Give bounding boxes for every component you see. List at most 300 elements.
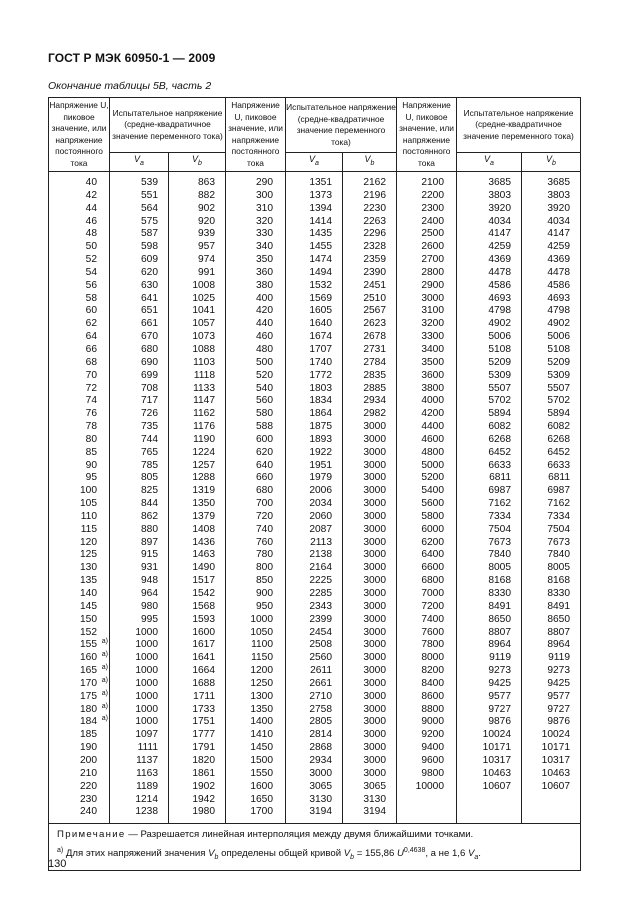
group1-vb-cell: 1103 [193,356,215,368]
group1-u-cell: 200 [80,754,97,766]
group1-vb-cell: 1408 [192,523,215,535]
group2-va-cell: 2661 [309,677,332,689]
group2-u-cell: 400 [256,292,273,304]
group1-va-cell: 708 [141,382,158,394]
group2-va-cell: 3130 [309,793,332,805]
group1-vb-cell: 1041 [192,305,215,317]
group1-u-cell: 48 [85,228,97,240]
group1-u-cell: 125 [80,549,97,561]
group2-vb-cell: 3000 [363,562,386,574]
group2-va-cell: 1351 [309,177,332,188]
group3-va-cell: 9876 [488,716,511,728]
group1-vb-cell: 1593 [192,613,215,625]
group1-va-cell: 587 [141,228,158,240]
group3-u-cell: 2300 [421,202,444,214]
g3-vb-column [522,172,581,824]
group1-va-cell: 744 [141,433,158,445]
group1-u-cell: 66 [85,343,97,355]
group1-va-cell: 690 [141,356,158,368]
group3-vb-cell: 9577 [547,690,570,702]
group2-u-cell: 310 [256,202,273,214]
group3-vb-cell: 4478 [547,266,570,278]
group2-va-cell: 3065 [309,780,332,792]
group1-va-cell: 1111 [137,742,158,754]
footnote-ref-mark: a) [101,651,108,659]
group2-va-cell: 1979 [309,472,332,484]
group2-vb-cell: 3000 [363,729,386,741]
group3-u-cell: 10000 [415,780,444,792]
test-header-1: Испытательное напряжение (средне-квадратичное значение переменного тока) [110,98,226,153]
group2-va-cell: 1474 [309,254,332,266]
group2-u-cell: 1000 [250,613,273,625]
group3-va-cell: 4369 [488,254,511,266]
voltage-table [48,97,581,871]
group1-va-cell: 862 [141,510,158,522]
group2-u-cell: 1550 [250,767,273,779]
group2-va-cell: 1569 [309,292,332,304]
group1-vb-cell: 920 [198,215,215,227]
group1-vb-cell: 1942 [192,793,215,805]
group2-vb-cell: 3000 [363,613,386,625]
group1-vb-cell: 1088 [192,343,215,355]
group3-va-cell: 9577 [488,690,511,702]
group3-va-cell: 5108 [488,343,511,355]
group3-va-cell: 9425 [488,677,511,689]
group2-vb-cell: 3000 [363,510,386,522]
group2-vb-cell: 3000 [363,421,386,433]
group3-va-cell: 8330 [488,588,511,599]
group1-va-cell: 1214 [135,793,158,805]
group1-vb-cell: 1379 [192,510,215,522]
group2-va-cell: 2006 [309,485,332,497]
group1-u-cell: 110 [80,510,97,522]
group3-va-cell: 3920 [488,202,511,214]
group1-va-cell: 1000 [135,677,158,689]
group2-u-cell: 1300 [250,690,273,702]
group3-u-cell: 7200 [421,600,444,612]
group1-va-cell: 726 [141,408,158,420]
group3-vb-cell: 5507 [547,382,570,394]
group3-u-cell: 3600 [421,369,444,381]
group1-va-cell: 609 [141,254,158,266]
group3-vb-cell: 7840 [547,549,570,561]
group2-u-cell: 460 [256,331,273,343]
footnote-formula-u: U [396,848,404,860]
g1-u-column [49,172,110,824]
group3-vb-cell: 3685 [547,177,570,188]
group1-u-cell: 155 a) [80,638,108,651]
group2-u-cell: 680 [256,485,273,497]
group1-u-cell: 68 [85,356,97,368]
group3-va-cell: 3685 [488,177,511,188]
footnote-vb: $V_b$ [208,848,219,862]
group1-vb-cell: 1073 [192,331,215,343]
group1-vb-cell: 1008 [192,279,215,291]
group1-u-cell: 100 [80,485,97,497]
group2-vb-cell: 2162 [363,177,386,188]
group3-vb-cell: 6268 [547,433,570,445]
group3-va-cell: 5309 [488,369,511,381]
group2-u-cell: 620 [256,446,273,458]
group3-vb-cell: 10024 [541,729,570,741]
group1-va-cell: 880 [141,523,158,535]
group1-vb-cell: 1777 [192,729,215,741]
group3-vb-cell: 4586 [547,279,570,291]
group1-va-cell: 1189 [136,780,158,792]
group2-va-cell: 2034 [309,498,332,510]
group2-va-cell: 1394 [309,202,332,214]
group3-va-cell: 7162 [488,498,511,510]
group3-va-cell: 4798 [488,305,511,317]
group2-va-cell: 2343 [309,600,332,612]
group3-vb-cell: 3803 [547,189,570,201]
footnote-text-3: , а не 1,6 [425,848,468,860]
group3-va-cell: 5507 [488,382,511,394]
footnote-exponent: 0,4638 [403,847,426,855]
group2-vb-cell: 3000 [363,433,386,445]
group2-u-cell: 300 [256,189,273,201]
group1-u-cell: 85 [85,446,97,458]
group3-vb-cell: 7673 [547,536,570,548]
group2-u-cell: 380 [256,279,273,291]
group1-vb-cell: 1664 [192,665,215,677]
group1-u-cell: 220 [80,780,97,792]
group3-va-cell: 10171 [482,742,511,754]
group1-vb-cell: 863 [198,177,215,188]
group2-u-cell: 900 [256,588,273,599]
group2-vb-cell: 2982 [363,408,386,420]
group3-vb-cell: 4259 [547,241,570,253]
group1-va-cell: 1238 [135,806,158,818]
group2-va-cell: 1803 [309,382,332,394]
group2-va-cell: 1922 [309,446,332,458]
group3-u-cell: 4800 [421,446,444,458]
group2-u-cell: 1200 [250,665,273,677]
group3-vb-cell: 6452 [547,446,570,458]
group3-u-cell: 8600 [421,690,444,702]
group2-vb-cell: 3000 [363,523,386,535]
group3-vb-cell: 8650 [547,613,570,625]
group2-vb-cell: 3000 [363,665,386,677]
group1-va-cell: 575 [141,215,158,227]
group2-va-cell: 1455 [309,241,332,253]
group1-vb-cell: 1176 [193,421,215,433]
group3-u-cell: 5800 [421,510,444,522]
group2-vb-cell: 2328 [363,241,386,253]
group3-vb-cell: 8005 [547,562,570,574]
group3-va-cell: 4259 [488,241,511,253]
group1-u-cell: 52 [85,254,97,266]
table-notes [49,824,581,871]
group1-vb-cell: 1517 [192,575,215,587]
group1-u-cell: 160 a) [80,651,108,664]
group2-vb-cell: 3000 [363,703,386,715]
group3-u-cell: 6200 [421,536,444,548]
group1-u-cell: 175 a) [80,689,108,702]
group1-vb-cell: 1902 [192,780,215,792]
group1-va-cell: 980 [141,600,158,612]
group1-vb-cell: 1257 [192,459,215,471]
group3-va-cell: 6452 [488,446,511,458]
group1-va-cell: 1000 [135,665,158,677]
group2-u-cell: 320 [256,215,273,227]
group2-vb-cell: 3000 [363,549,386,561]
group3-vb-cell: 8330 [547,588,570,599]
group3-u-cell: 2500 [421,228,444,240]
group3-va-cell: 4693 [488,292,511,304]
group2-va-cell: 2508 [309,639,332,651]
group1-vb-cell: 1350 [192,498,215,510]
group1-va-cell: 1000 [135,703,158,715]
group3-u-cell: 2900 [421,279,444,291]
group3-vb-cell: 5209 [547,356,570,368]
group1-vb-cell: 1711 [193,690,215,702]
group2-va-cell: 2611 [310,665,332,677]
group1-va-cell: 735 [141,421,158,433]
group2-va-cell: 3194 [309,806,332,818]
group3-va-cell: 8005 [488,562,511,574]
group3-u-cell: 4200 [421,408,444,420]
group2-va-cell: 1772 [309,369,332,381]
footnote-ref-mark: a) [101,702,108,710]
group1-u-cell: 62 [85,318,97,330]
group3-va-cell: 3803 [488,189,511,201]
group2-va-cell: 1951 [309,459,332,471]
group3-va-cell: 10317 [482,754,511,766]
group2-u-cell: 660 [256,472,273,484]
group3-vb-cell: 8964 [547,639,570,651]
g3-va-column [457,172,522,824]
group1-u-cell: 180 a) [80,702,108,715]
group2-vb-cell: 3000 [363,575,386,587]
group2-vb-cell: 2196 [363,189,386,201]
group2-vb-cell: 2678 [363,331,386,343]
group1-vb-cell: 1162 [193,408,215,420]
group3-va-cell: 6633 [488,459,511,471]
group3-vb-cell: 4034 [547,215,570,227]
footnote-ref-mark: a) [101,638,108,646]
group3-u-cell: 2400 [421,215,444,227]
group2-u-cell: 1450 [250,742,273,754]
footnote-text-1: Для этих напряжений значения [63,848,209,860]
group1-va-cell: 995 [141,613,158,625]
sub-header-vb-2: $V_b$ [343,153,397,172]
group3-va-cell: 8964 [488,639,511,651]
group3-vb-cell: 5309 [547,369,570,381]
group3-vb-cell: 9727 [547,703,570,715]
g2-va-column [286,172,343,824]
group3-vb-cell: 6633 [547,459,570,471]
group3-u-cell: 5000 [421,459,444,471]
group1-u-cell: 70 [85,369,97,381]
footnote-end: . [478,848,481,860]
group3-vb-cell: 4902 [547,318,570,330]
group3-u-cell: 4000 [421,395,444,407]
group2-vb-cell: 3000 [363,600,386,612]
group1-vb-cell: 991 [198,266,215,278]
group1-vb-cell: 1820 [192,754,215,766]
group2-u-cell: 540 [256,382,273,394]
group2-u-cell: 720 [256,510,273,522]
group3-u-cell: 9200 [421,729,444,741]
group3-va-cell: 6082 [488,421,511,433]
footnote-formula-v: $V_b$ [343,848,355,862]
group3-u-cell: 3100 [421,305,444,317]
group3-vb-cell: 9119 [548,652,570,664]
group1-vb-cell: 1319 [192,485,215,497]
group2-u-cell: 1650 [250,793,273,805]
group3-va-cell: 6987 [488,485,511,497]
page-number: 130 [48,858,67,870]
group1-va-cell: 805 [141,472,158,484]
footnote-va: $V_a$ [467,848,479,862]
group1-va-cell: 564 [141,202,158,214]
group1-u-cell: 56 [85,279,97,291]
group1-u-cell: 190 [80,742,97,754]
group1-va-cell: 931 [141,562,158,574]
group3-u-cell: 6000 [421,523,444,535]
group3-vb-cell: 9425 [547,677,570,689]
group2-va-cell: 1834 [309,395,332,407]
group1-vb-cell: 1980 [192,806,215,818]
group2-vb-cell: 2934 [363,395,386,407]
group1-va-cell: 915 [141,549,158,561]
group3-va-cell: 4586 [488,279,511,291]
group1-va-cell: 661 [141,318,158,330]
group1-va-cell: 620 [141,266,158,278]
group3-vb-cell: 9876 [547,716,570,728]
footnote-ref-mark: a) [101,664,108,672]
footnote-text-2: определены общей кривой [218,848,344,860]
group2-u-cell: 600 [256,433,273,445]
group2-u-cell: 440 [256,318,273,330]
group3-va-cell: 5209 [488,356,511,368]
group3-vb-cell: 8168 [547,575,570,587]
group1-u-cell: 230 [80,793,97,805]
group3-u-cell: 9000 [421,716,444,728]
group3-vb-cell: 7334 [547,510,570,522]
group1-u-cell: 80 [85,433,97,445]
group2-vb-cell: 3000 [363,639,386,651]
group1-vb-cell: 939 [198,228,215,240]
group2-u-cell: 1500 [250,754,273,766]
group3-vb-cell: 4147 [547,228,570,240]
group1-vb-cell: 1733 [192,703,215,715]
group1-vb-cell: 1025 [192,292,215,304]
group1-u-cell: 240 [80,806,97,818]
group1-vb-cell: 1641 [192,652,215,664]
group2-vb-cell: 2390 [363,266,386,278]
group2-u-cell: 1050 [250,626,273,638]
group2-va-cell: 2805 [309,716,332,728]
group2-va-cell: 2814 [309,729,332,741]
group1-u-cell: 95 [85,472,97,484]
group3-u-cell: 6600 [421,562,444,574]
note-label: Примечание [57,829,126,841]
group2-vb-cell: 2510 [363,292,386,304]
group3-u-cell: 9800 [421,767,444,779]
group1-vb-cell: 1490 [192,562,215,574]
group2-va-cell: 1494 [309,266,332,278]
group2-u-cell: 588 [256,421,273,433]
group2-u-cell: 330 [256,228,273,240]
group1-u-cell: 120 [80,536,97,548]
group3-vb-cell: 6082 [547,421,570,433]
group3-u-cell: 6400 [421,549,444,561]
group1-vb-cell: 1688 [192,677,215,689]
group1-vb-cell: 902 [198,202,215,214]
group3-va-cell: 10607 [482,780,511,792]
group2-u-cell: 360 [256,266,273,278]
group2-va-cell: 1640 [309,318,332,330]
group3-vb-cell: 5006 [547,331,570,343]
group1-va-cell: 1137 [136,754,158,766]
group3-u-cell: 8400 [421,677,444,689]
group3-vb-cell: 3920 [547,202,570,214]
group2-va-cell: 1864 [309,408,332,420]
group3-va-cell: 9727 [488,703,511,715]
group3-u-cell: 9600 [421,754,444,766]
group1-va-cell: 1000 [135,639,158,651]
footnote-formula-eq: = 155,86 [354,848,397,860]
group3-va-cell: 4034 [488,215,511,227]
group2-u-cell: 340 [256,241,273,253]
group2-u-cell: 480 [256,343,273,355]
group1-u-cell: 74 [85,395,97,407]
sub-header-vb-1: $V_b$ [169,153,226,172]
group2-va-cell: 2285 [309,588,332,599]
group1-va-cell: 598 [141,241,158,253]
group2-vb-cell: 2623 [363,318,386,330]
group2-va-cell: 1875 [309,421,332,433]
group2-va-cell: 1893 [309,433,332,445]
sub-header-va-1: $V_a$ [110,153,169,172]
group1-vb-cell: 1600 [192,626,215,638]
group3-u-cell: 7400 [421,613,444,625]
group2-vb-cell: 3130 [363,793,386,805]
table-caption: Окончание таблицы 5В, часть 2 [48,80,212,92]
footnote-ref-mark: a) [101,689,108,697]
document-header: ГОСТ Р МЭК 60950-1 — 2009 [48,51,216,65]
group1-vb-cell: 1133 [193,382,215,394]
group3-vb-cell: 5108 [547,343,570,355]
group1-va-cell: 670 [141,331,158,343]
group2-u-cell: 1350 [250,703,273,715]
group3-vb-cell: 4369 [547,254,570,266]
group3-va-cell: 4478 [488,266,511,278]
group3-vb-cell: 8491 [547,600,570,612]
group2-vb-cell: 3000 [363,536,386,548]
group2-va-cell: 2399 [309,613,332,625]
group1-va-cell: 1000 [135,716,158,728]
group2-u-cell: 1600 [250,780,273,792]
group3-va-cell: 7334 [488,510,511,522]
group3-vb-cell: 6987 [547,485,570,497]
group2-vb-cell: 2835 [363,369,386,381]
group2-u-cell: 850 [256,575,273,587]
group2-va-cell: 2113 [310,536,332,548]
group3-u-cell: 7000 [421,588,444,599]
group1-va-cell: 539 [141,177,158,188]
voltage-header-3: Напряжение U, пиковое значение, или напряжение постоянного тока [397,98,457,172]
test-header-2: Испытательное напряжение (средне-квадратичное значение переменного тока) [286,98,397,153]
group3-vb-cell: 10317 [541,754,570,766]
g3-u-column [397,172,457,824]
group3-u-cell: 2600 [421,241,444,253]
group3-va-cell: 7504 [488,523,511,535]
group3-u-cell: 6800 [421,575,444,587]
group3-va-cell: 8807 [488,626,511,638]
